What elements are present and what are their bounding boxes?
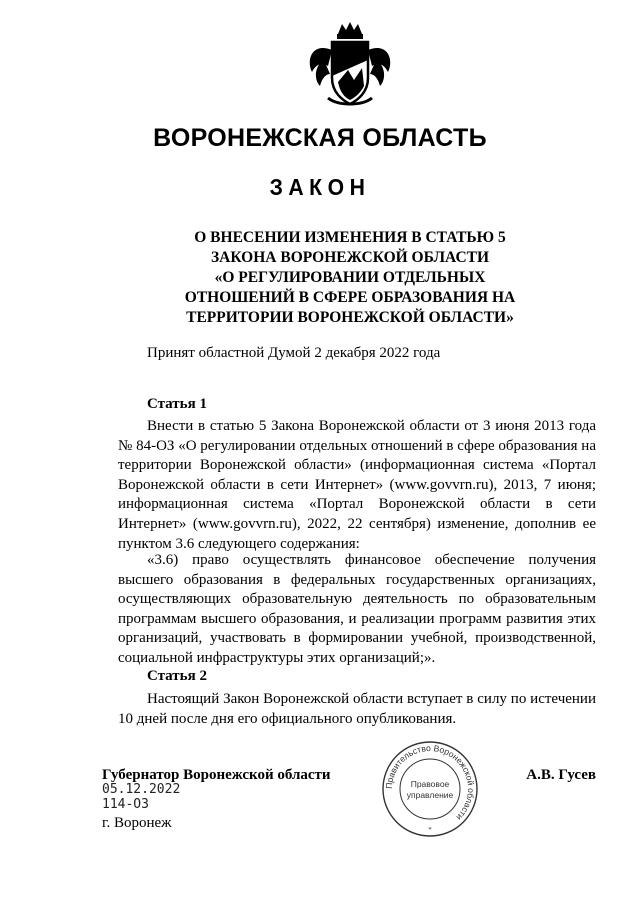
subject-line: ЗАКОНА ВОРОНЕЖСКОЙ ОБЛАСТИ [210,249,490,266]
article-2-text: Настоящий Закон Воронежской области вступает в силу по истечении 10 дней после дня его официального опубликования. [118,691,596,727]
article-2-heading: Статья 2 [147,668,207,684]
adoption-note: Принят областной Думой 2 декабря 2022 года [147,345,441,361]
article-1-text: Внести в статью 5 Закона Воронежской области от 3 июня 2013 года № 84-ОЗ «О регулировании отдельных отношений в сфере образования на территории Воронежской области» (информационная система «Портал Воронежской области в сети Интернет» (www.govvrn.ru), 2013, 7 июня; информационная система «Портал Воронежской области в сети Интернет» (www.govvrn.ru), 2022, 22 сентября) изменение, дополнив ее пунктом 3.6 следующего содержания: [118,418,596,552]
svg-text:*: * [428,826,432,834]
stamp-center-line: управление [406,790,454,800]
article-1-heading: Статья 1 [147,396,207,412]
signing-city: г. Воронеж [102,815,172,831]
subject-line: «О РЕГУЛИРОВАНИИ ОТДЕЛЬНЫХ [214,269,486,286]
official-stamp-icon [381,740,479,838]
subject-line: О ВНЕСЕНИИ ИЗМЕНЕНИЯ В СТАТЬЮ 5 [194,229,506,246]
law-subject [170,228,530,328]
coat-of-arms-icon [302,20,398,110]
document-type-title: ЗАКОН [269,174,371,200]
signatory-title: Губернатор Воронежской области [102,767,331,783]
signatory-name: А.В. Гусев [526,767,596,783]
article-1-quote: «3.6) право осуществлять финансовое обеспечение получения высшего образования в федеральных государственных организациях, осуществляющих образовательную деятельность по образовательным программам высшего образования, и реализации программ развития этих организаций, участвовать в формировании учебной, производственной, социальной инфраструктуры этих организаций;». [118,552,596,666]
stamp-center-line: Правовое [410,779,450,789]
subject-line: ТЕРРИТОРИИ ВОРОНЕЖСКОЙ ОБЛАСТИ» [186,309,514,326]
region-title: ВОРОНЕЖСКАЯ ОБЛАСТЬ [153,124,487,152]
stamp-ring-text: Правительство Воронежской области [383,742,477,823]
signing-date: 05.12.2022 [102,782,181,797]
subject-line: ОТНОШЕНИЙ В СФЕРЕ ОБРАЗОВАНИЯ НА [184,289,516,306]
law-number: 114-ОЗ [102,797,149,812]
